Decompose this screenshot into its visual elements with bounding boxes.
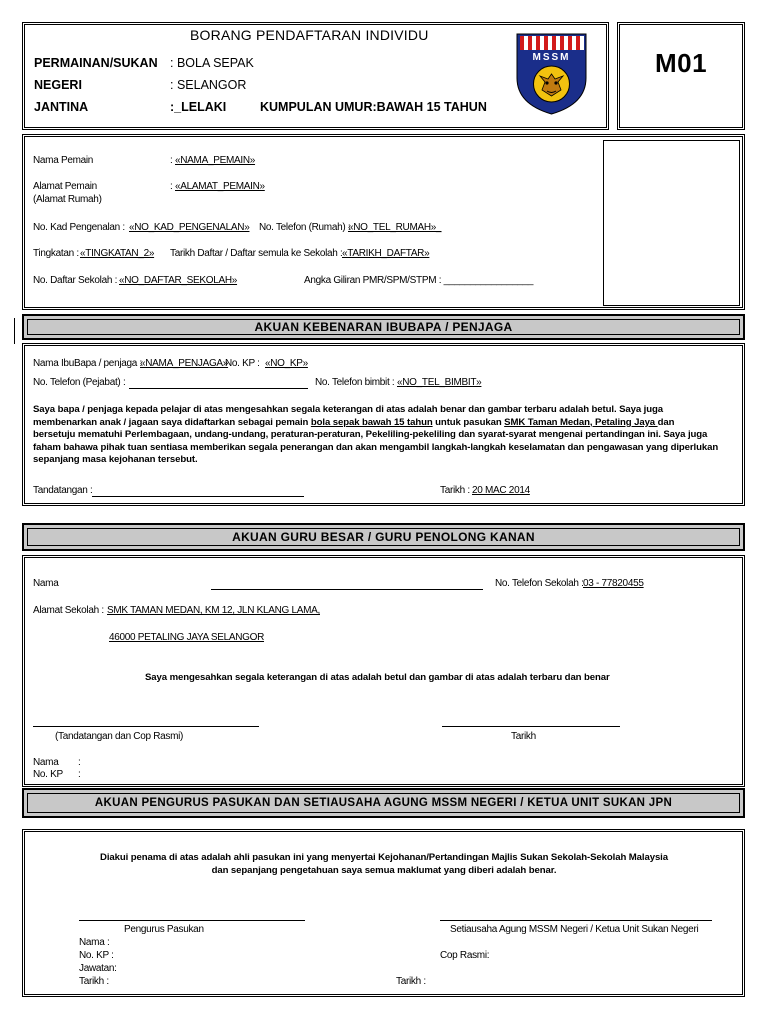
mssm-logo: [515, 32, 588, 116]
tel-pejabat-line: [129, 388, 308, 389]
nama-pemain-sep: :: [170, 155, 173, 166]
kp-value: «NO_KP»: [265, 358, 308, 369]
no-daftar-value: «NO_DAFTAR_SEKOLAH»: [119, 275, 238, 286]
alamat-pemain-sub: (Alamat Rumah): [33, 194, 102, 205]
tel-pejabat-label: No. Telefon (Pejabat) :: [33, 377, 126, 388]
manager-jawatan-label: Jawatan:: [79, 963, 117, 974]
mssm-shield-icon: [515, 32, 588, 116]
form-title: BORANG PENDAFTARAN INDIVIDU: [190, 27, 429, 43]
tel-rumah-label: No. Telefon (Rumah) :: [259, 222, 351, 233]
ic-value: «NO_KAD_PENGENALAN»: [129, 222, 250, 233]
principal-sign-line: [33, 726, 259, 727]
principal-nama-label: Nama: [33, 757, 59, 768]
margin-mark: [14, 318, 15, 344]
principal-nama-colon: :: [78, 757, 81, 768]
parent-declaration-line-1: Saya bapa / penjaga kepada pelajar di atas mengesahkan segala keterangan di atas adalah benar dan gambar terbaru adalah betul. Saya juga: [33, 404, 663, 415]
setiausaha-sign-line: [440, 920, 712, 921]
parent-declaration-line-5: sepanjang masa kejohanan tersebut.: [33, 454, 198, 466]
parent-banner-title: AKUAN KEBENARAN IBUBAPA / PENJAGA: [254, 320, 513, 334]
tel-bimbit-label: No. Telefon bimbit :: [315, 377, 395, 388]
principal-declaration: Saya mengesahkan segala keterangan di atas adalah betul dan gambar di atas adalah terbaru dan benar: [145, 672, 610, 683]
permainan-value: : BOLA SEPAK: [170, 56, 254, 70]
manager-banner-title: AKUAN PENGURUS PASUKAN DAN SETIAUSAHA AGUNG MSSM NEGERI / KETUA UNIT SUKAN JPN: [94, 797, 673, 809]
nama-penjaga-label: Nama IbuBapa / penjaga :: [33, 358, 142, 369]
tarikh-daftar-label: Tarikh Daftar / Daftar semula ke Sekolah :: [170, 248, 343, 259]
kp-label: No. KP :: [225, 358, 260, 369]
alamat-sekolah-line-1: SMK TAMAN MEDAN, KM 12, JLN KLANG LAMA,: [107, 605, 320, 616]
manager-tarikh-label: Tarikh :: [79, 976, 109, 987]
principal-banner: [22, 523, 745, 551]
tarikh-daftar-value: «TARIKH_DAFTAR»: [342, 248, 430, 259]
alamat-pemain-value: «ALAMAT_PEMAIN»: [175, 181, 265, 192]
tingkatan-value: «TINGKATAN_2»: [80, 248, 155, 259]
cop-rasmi-label: Cop Rasmi:: [440, 950, 490, 961]
tandatangan-label: Tandatangan :: [33, 485, 93, 496]
tarikh-label: Tarikh :: [440, 485, 470, 496]
negeri-value: : SELANGOR: [170, 78, 247, 92]
tel-rumah-value: «NO_TEL_RUMAH»_: [348, 222, 442, 233]
manager-tarikh-right: Tarikh :: [396, 976, 426, 987]
manager-kp-label: No. KP :: [79, 950, 114, 961]
guru-nama-label: Nama: [33, 578, 59, 589]
form-code: M01: [654, 48, 708, 78]
nama-pemain-label: Nama Pemain: [33, 155, 94, 166]
sekolah-tel-label: No. Telefon Sekolah :: [495, 578, 584, 589]
principal-kp-colon: :: [78, 769, 81, 780]
principal-tarikh-caption: Tarikh: [511, 731, 536, 742]
manager-nama-label: Nama :: [79, 937, 110, 948]
pengurus-sign-line: [79, 920, 305, 921]
alamat-pemain-label: Alamat Pemain: [33, 181, 97, 192]
alamat-sekolah-label: Alamat Sekolah :: [33, 605, 104, 616]
nama-pemain-value: «NAMA_PEMAIN»: [175, 155, 256, 166]
tingkatan-label: Tingkatan :: [33, 248, 79, 259]
parent-declaration-line-4: faham bahawa pihak tuan sentiasa memberikan segala penerangan dan akan mengambil langkah-langkah keselamatan dan pengawasan yang diperlukan: [33, 441, 719, 453]
principal-tarikh-line: [442, 726, 620, 727]
alamat-pemain-sep: :: [170, 181, 173, 192]
manager-banner: [22, 788, 745, 818]
principal-sign-caption: (Tandatangan dan Cop Rasmi): [55, 731, 184, 742]
tel-bimbit-value: «NO_TEL_BIMBIT»: [397, 377, 482, 388]
parent-declaration-line-3: bersetuju mematuhi Perlembagaan, undang-undang, peraturan-peraturan, Pekeliling-pekeliling dan syarat-syarat mengenai pertandingan ini. Saya juga: [33, 429, 708, 441]
ic-label: No. Kad Pengenalan :: [33, 222, 125, 233]
principal-banner-title: AKUAN GURU BESAR / GURU PENOLONG KANAN: [232, 530, 535, 544]
parent-banner: [22, 314, 745, 340]
angka-giliran: Angka Giliran PMR/SPM/STPM : _________________: [304, 275, 534, 286]
alamat-sekolah-line-2: 46000 PETALING JAYA SELANGOR: [109, 632, 265, 643]
photo-box: [603, 140, 740, 306]
negeri-label: NEGERI: [34, 78, 82, 92]
parent-declaration: [33, 404, 738, 467]
jantina-value: :_LELAKI: [170, 100, 227, 114]
parent-declaration-line-2: membenarkan anak / jagaan saya didaftarkan sebagai pemain bola sepak bawah 15 tahun untuk pasukan SMK Taman Medan, Petaling Jaya dan: [33, 416, 675, 428]
sekolah-tel-value: 03 - 77820455: [583, 578, 644, 589]
guru-nama-line: [211, 589, 483, 590]
manager-declaration-line-2: dan sepanjang pengetahuan saya semua maklumat yang diberi adalah benar.: [211, 865, 557, 876]
pengurus-caption: Pengurus Pasukan: [124, 924, 204, 935]
tarikh-value: 20 MAC 2014: [472, 485, 530, 496]
manager-declaration-line-1: Diakui penama di atas adalah ahli pasukan ini yang menyertai Kejohanan/Pertandingan Majlis Sukan Sekolah-Sekolah Malaysia: [100, 852, 668, 863]
jantina-label: JANTINA: [34, 100, 89, 114]
kumpulan-umur: KUMPULAN UMUR:BAWAH 15 TAHUN: [260, 100, 487, 114]
tandatangan-line: [92, 496, 304, 497]
nama-penjaga-value: «NAMA_PENJAGA»: [140, 358, 229, 369]
setiausaha-caption: Setiausaha Agung MSSM Negeri / Ketua Unit Sukan Negeri: [450, 924, 699, 935]
no-daftar-label: No. Daftar Sekolah :: [33, 275, 118, 286]
principal-kp-label: No. KP: [33, 769, 63, 780]
permainan-label: PERMAINAN/SUKAN: [34, 56, 158, 70]
logo-text: MSSM: [532, 52, 571, 63]
